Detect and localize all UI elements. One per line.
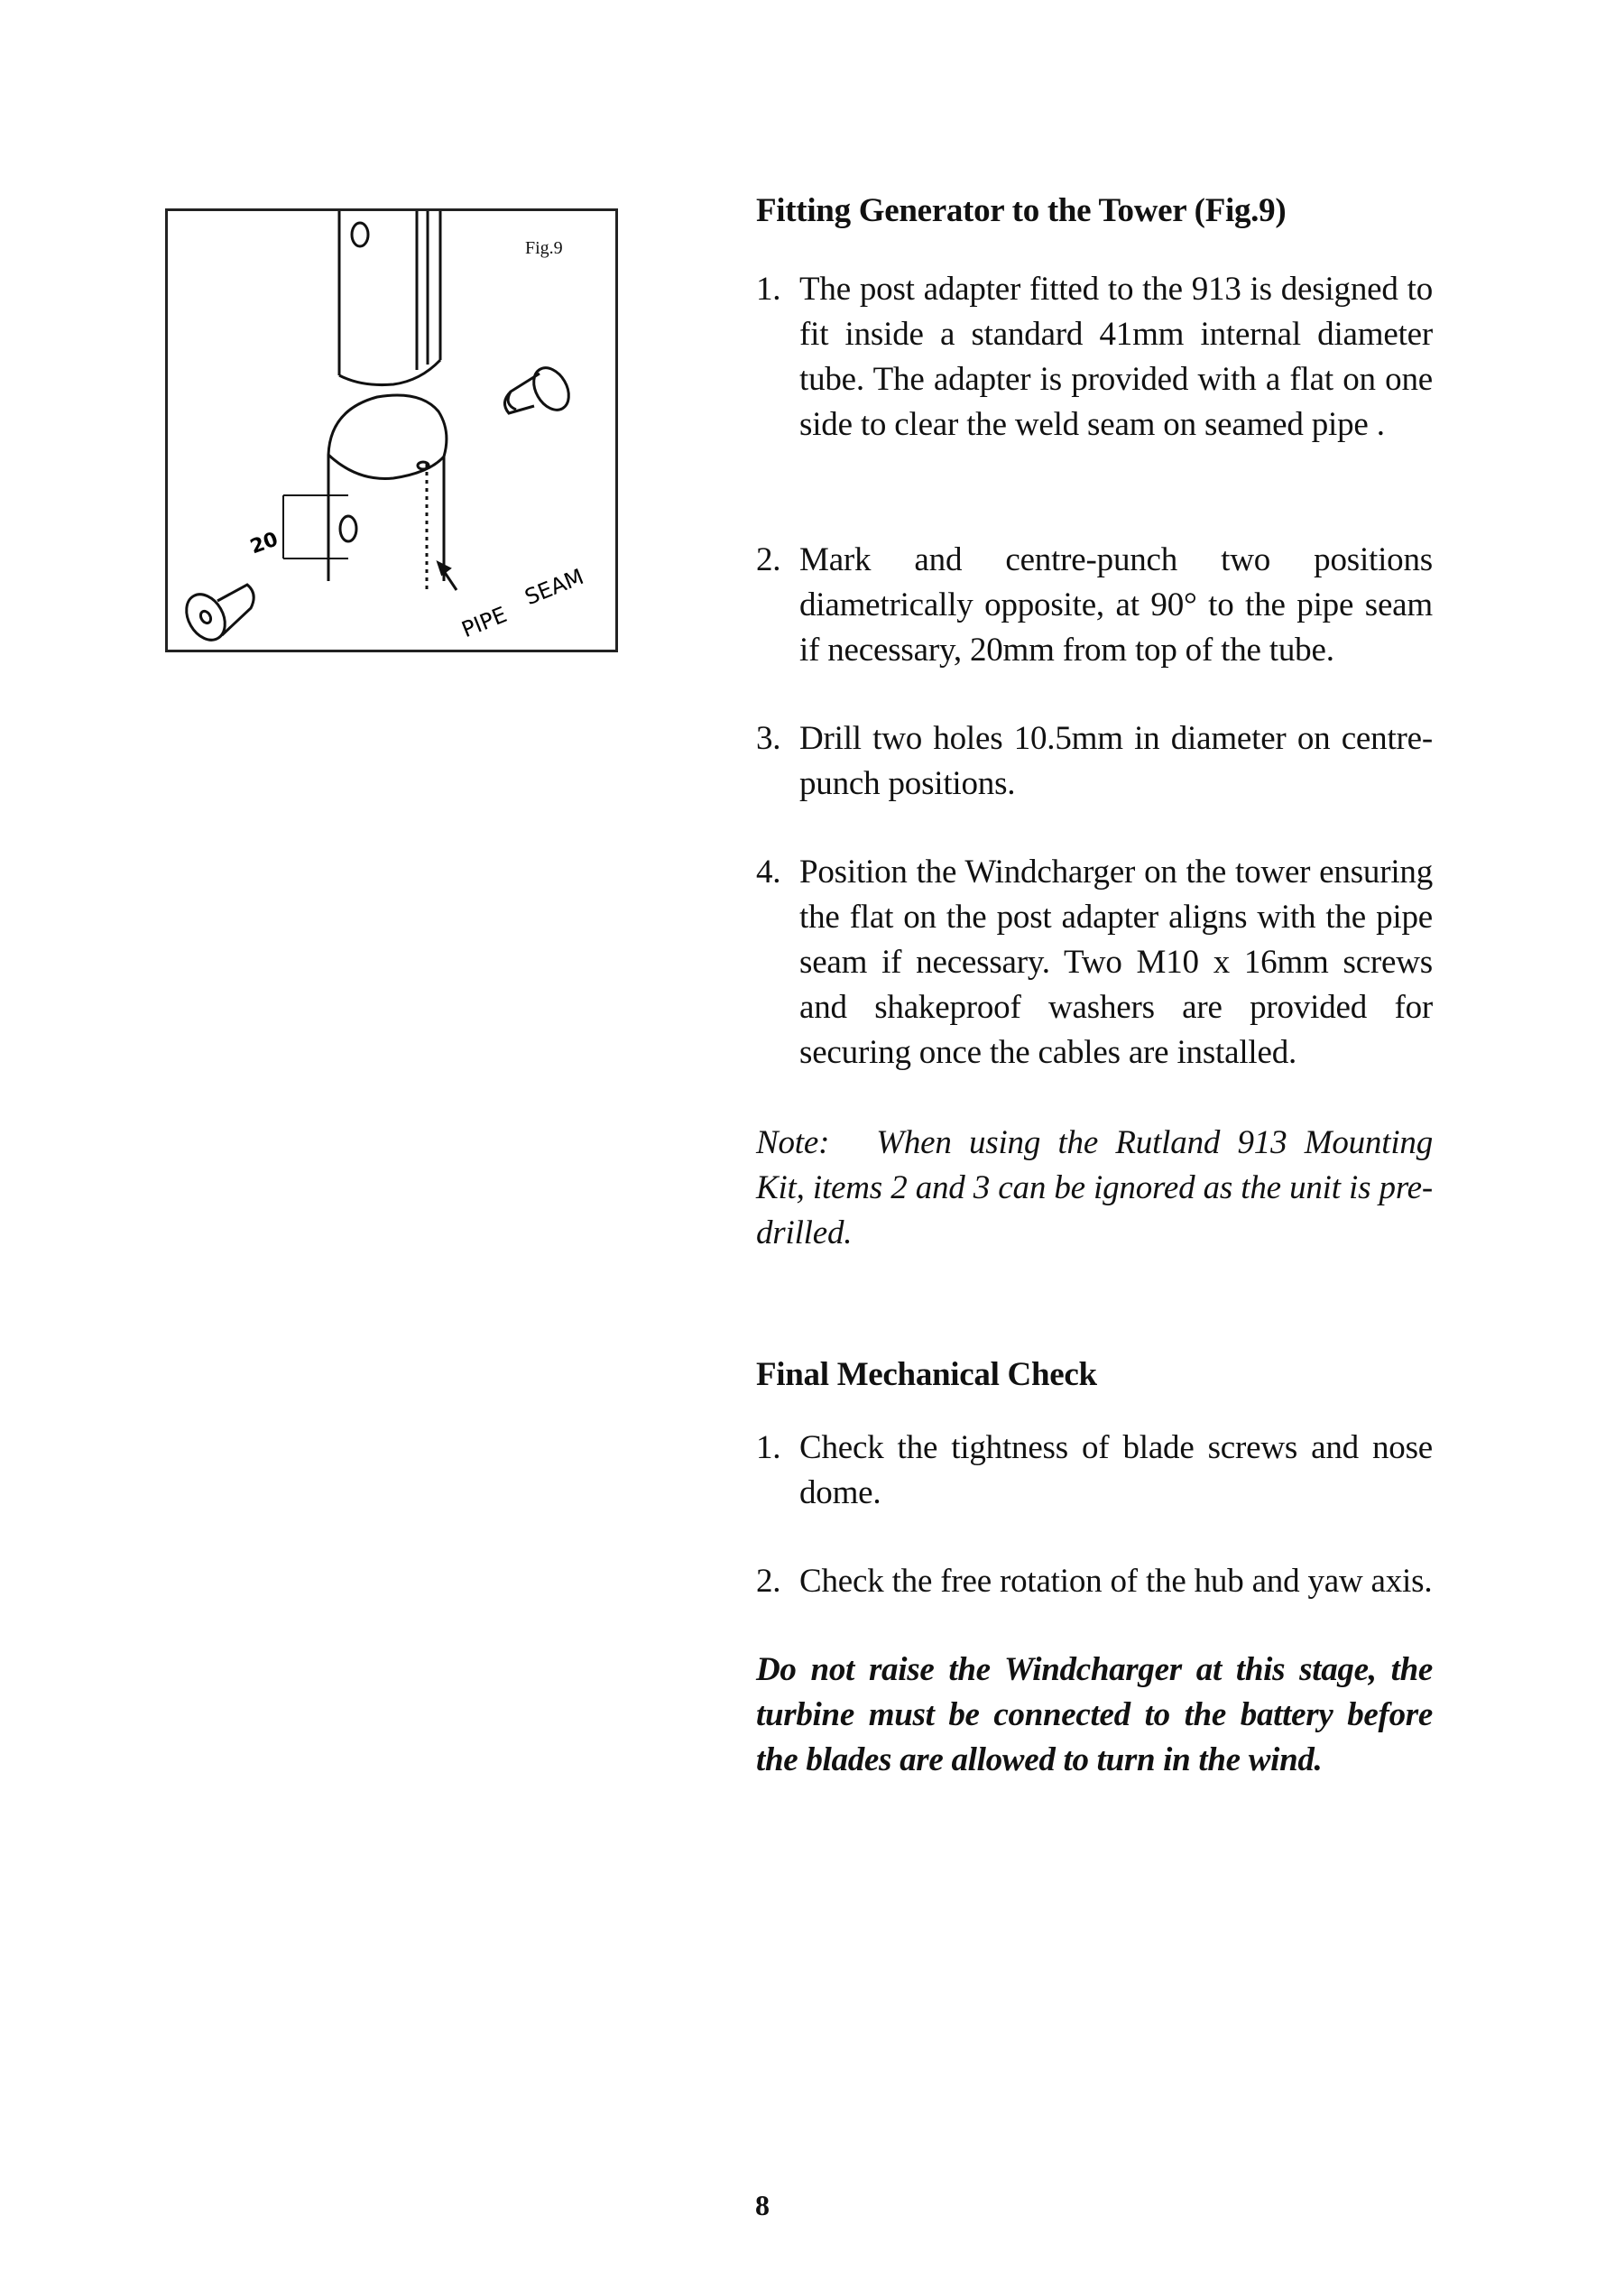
page-number: 8 [755,2189,770,2221]
seam-label-pipe: PIPE [457,602,511,643]
item-number: 4. [756,854,781,891]
list-item [756,716,1433,807]
warning-paragraph: Do not raise the Windcharger at this stage, the turbine must be connected to the battery before the blades are allowed to turn in the wind. [756,1651,1433,1779]
screw-icon-right [504,362,576,416]
item-text: Check the tightness of blade screws and nose dome. [799,1429,1433,1512]
item-number: 1. [756,271,781,309]
list-item [756,538,1433,673]
item-number: 3. [756,720,781,758]
seam-pointer [438,563,457,590]
note-label: Note: [756,1124,830,1162]
section-heading-fitting: Fitting Generator to the Tower (Fig.9) [756,192,1287,229]
list-item [756,1426,1433,1516]
figure-label: Fig.9 [525,238,563,258]
list-item [756,267,1433,448]
seam-label-seam: SEAM [521,563,587,611]
main-content [756,189,1433,1783]
screw-icon-left [179,585,254,647]
item-number: 1. [756,1429,781,1467]
item-text: Mark and centre-punch two positions diametrically opposite, at 90° to the pipe seam if necessary, 20mm from top of the tube. [799,541,1433,669]
fitting-steps [756,267,1433,1075]
item-text: Position the Windcharger on the tower ensuring the flat on the post adapter aligns with the pipe seam if necessary. Two M10 x 16mm screws and shakeproof washers are provided for securing once the cables are installed. [799,854,1433,1072]
section-heading-final-check: Final Mechanical Check [756,1356,1097,1394]
dimension-label: 20 [247,528,281,559]
note-text: When using the Rutland 913 Mounting Kit, items 2 and 3 can be ignored as the unit is pre-drilled. [756,1124,1433,1252]
item-number: 2. [756,541,781,579]
post-adapter-drawing [339,211,440,385]
final-check-steps [756,1426,1433,1604]
item-text: Check the free rotation of the hub and yaw axis. [799,1563,1433,1601]
note-paragraph [756,1121,1433,1256]
item-text: The post adapter fitted to the 913 is designed to fit inside a standard 41mm internal diameter tube. The adapter is provided with a flat on one side to clear the weld seam on seamed pipe . [799,271,1433,444]
list-item [756,850,1433,1075]
item-number: 2. [756,1563,781,1601]
mounting-diagram [168,211,615,650]
tube-drawing [328,395,447,590]
figure-9 [165,208,618,652]
list-item [756,1559,1433,1604]
dimension-20 [283,495,348,559]
item-text: Drill two holes 10.5mm in diameter on centre-punch positions. [799,720,1433,803]
